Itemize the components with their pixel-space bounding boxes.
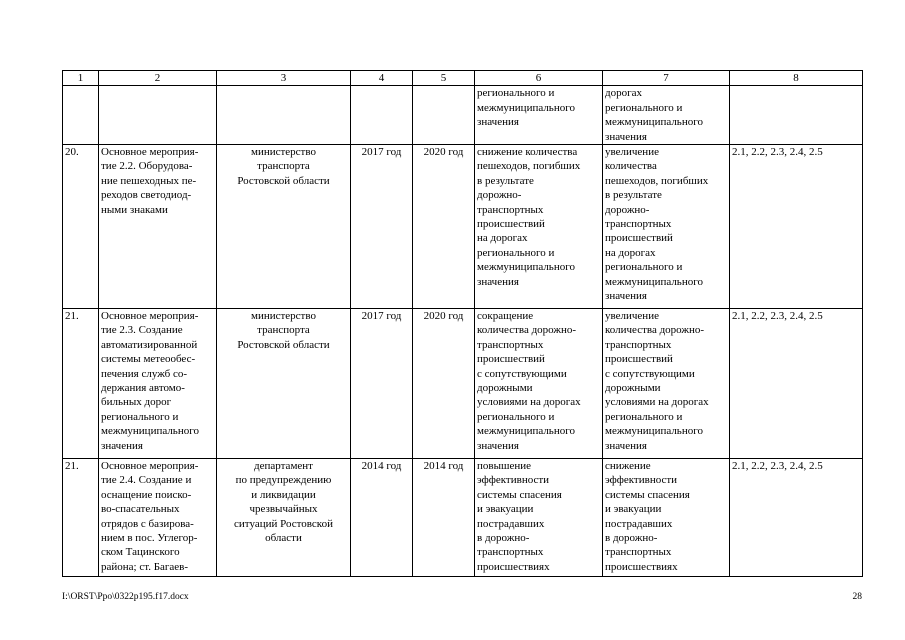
expected-result: снижение количества пешеходов, погибших в результате дорожно- транспортных происшествий на дорогах регионального и межмуниципального значения [475, 145, 603, 309]
program-table [62, 70, 863, 577]
column-number-row [63, 71, 863, 86]
table-row [63, 145, 863, 309]
table-row [63, 86, 863, 145]
start-year [351, 86, 413, 145]
activity-name: Основное мероприя- тие 2.4. Создание и оснащение поиско- во-спасательных отрядов с базирова- нием в пос. Углегор- ском Тацинского района; ст. Багаев- [99, 459, 217, 577]
file-path: I:\ORST\Ppo\0322p195.f17.docx [62, 592, 189, 602]
activity-name: Основное мероприя- тие 2.2. Оборудова- ние пешеходных пе- реходов светодиод- ными знаками [99, 145, 217, 309]
row-number: 21. [63, 459, 99, 577]
non-implementation-consequence: увеличение количества пешеходов, погибших в результате дорожно- транспортных происшествий на дорогах регионального и межмуниципального значения [603, 145, 730, 309]
activity-name [99, 86, 217, 145]
column-number: 6 [475, 71, 603, 86]
expected-result: сокращение количества дорожно- транспортных происшествий с сопутствующими дорожными условиями на дорогах регионального и межмуниципального значения [475, 309, 603, 459]
end-year: 2020 год [413, 309, 475, 459]
column-number: 1 [63, 71, 99, 86]
start-year: 2014 год [351, 459, 413, 577]
column-number: 5 [413, 71, 475, 86]
start-year: 2017 год [351, 309, 413, 459]
executor: департамент по предупреждению и ликвидации чрезвычайных ситуаций Ростовской области [217, 459, 351, 577]
non-implementation-consequence: дорогах регионального и межмуниципального значения [603, 86, 730, 145]
executor [217, 86, 351, 145]
column-number: 8 [730, 71, 863, 86]
page-number: 28 [852, 592, 862, 602]
linked-indicators: 2.1, 2.2, 2.3, 2.4, 2.5 [730, 145, 863, 309]
column-number: 4 [351, 71, 413, 86]
executor: министерство транспорта Ростовской области [217, 145, 351, 309]
expected-result: повышение эффективности системы спасения и эвакуации пострадавших в дорожно- транспортных происшествиях [475, 459, 603, 577]
activity-name: Основное мероприя- тие 2.3. Создание автоматизированной системы метеообес- печения служб со- держания автомо- бильных дорог регионального и межмуниципального значения [99, 309, 217, 459]
linked-indicators: 2.1, 2.2, 2.3, 2.4, 2.5 [730, 309, 863, 459]
end-year: 2014 год [413, 459, 475, 577]
start-year: 2017 год [351, 145, 413, 309]
non-implementation-consequence: снижение эффективности системы спасения и эвакуации пострадавших в дорожно- транспортных происшествиях [603, 459, 730, 577]
row-number: 21. [63, 309, 99, 459]
row-number: 20. [63, 145, 99, 309]
end-year: 2020 год [413, 145, 475, 309]
linked-indicators [730, 86, 863, 145]
column-number: 2 [99, 71, 217, 86]
end-year [413, 86, 475, 145]
executor: министерство транспорта Ростовской области [217, 309, 351, 459]
table-row [63, 309, 863, 459]
non-implementation-consequence: увеличение количества дорожно- транспортных происшествий с сопутствующими дорожными условиями на дорогах регионального и межмуниципального значения [603, 309, 730, 459]
column-number: 3 [217, 71, 351, 86]
row-number [63, 86, 99, 145]
table-row [63, 459, 863, 577]
expected-result: регионального и межмуниципального значения [475, 86, 603, 145]
linked-indicators: 2.1, 2.2, 2.3, 2.4, 2.5 [730, 459, 863, 577]
column-number: 7 [603, 71, 730, 86]
